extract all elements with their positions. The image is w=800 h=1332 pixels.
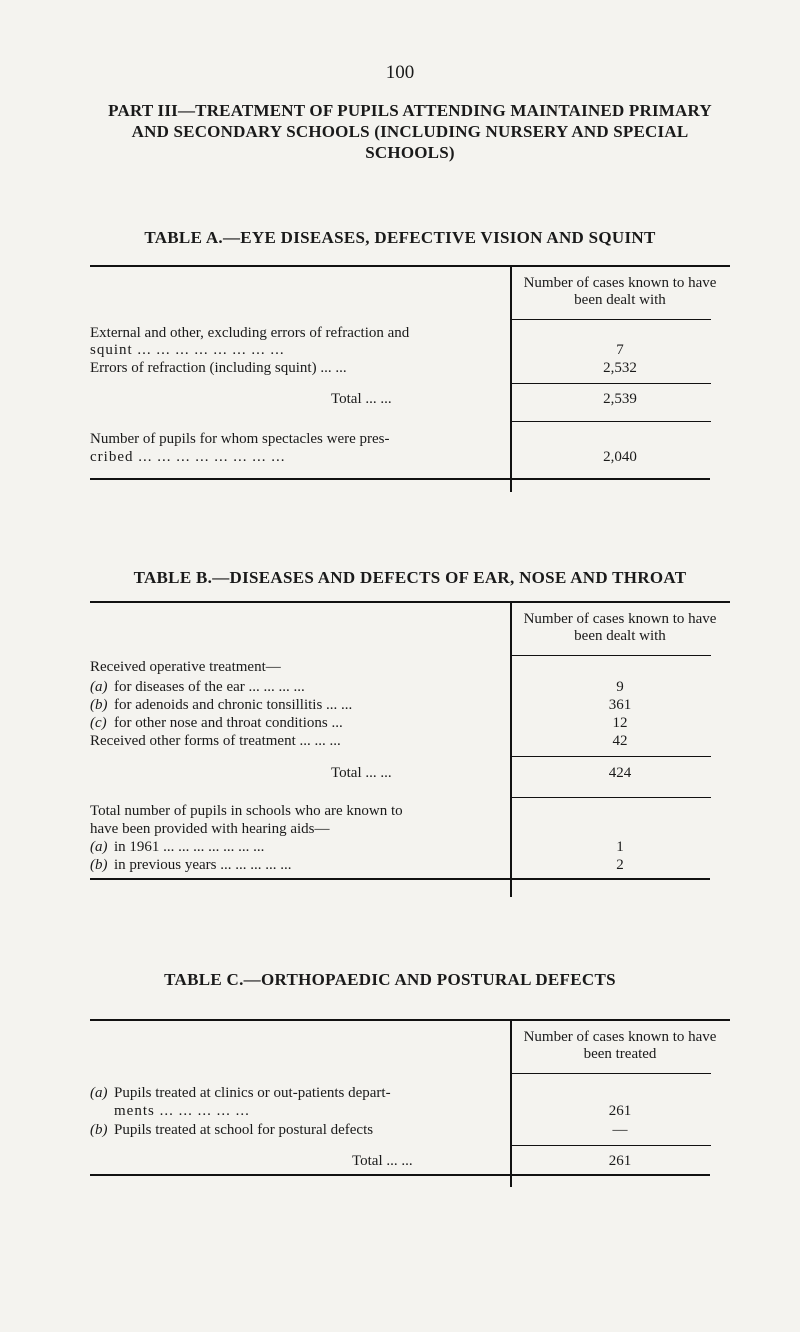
table-c-item-a-line1: Pupils treated at clinics or out-patients depart- [114,1085,391,1101]
table-b-item-a-value: 9 [616,679,624,695]
table-a-row2-label: Errors of refraction (including squint) ... ... [90,360,347,376]
table-b-aid-a-label: in 1961 ... ... ... ... ... ... ... [114,839,265,855]
table-b-header: Number of cases known to have been dealt with [523,611,717,644]
page-number: 100 [385,62,415,83]
table-a-top-rule [90,265,730,267]
table-b-aid-b-label: in previous years ... ... ... ... ... [114,857,292,873]
table-c-subtotal-rule [511,1145,711,1146]
part-title: PART III—TREATMENT OF PUPILS ATTENDING MAINTAINED PRIMARY AND SECONDARY SCHOOLS (INCLUDING NURSERY AND SPECIAL SCHOOLS) [108,101,712,162]
table-b-subtotal-rule [511,756,711,757]
table-a-header-rule [511,319,711,320]
table-b-item-a-marker: (a) [90,679,108,695]
table-b-aid-a-value: 1 [616,839,624,855]
table-b-item-c-value: 12 [612,715,628,731]
table-c [90,1019,730,1199]
table-c-total-label: Total ... ... [352,1153,413,1169]
table-a [90,265,730,495]
table-a-row1-value: 7 [616,342,624,358]
table-b-top-rule [90,601,730,603]
table-a-total-rule [511,421,711,422]
table-c-top-rule [90,1019,730,1021]
table-c-header-rule [511,1073,711,1074]
table-b-section2-line1: Total number of pupils in schools who are known to [90,803,403,819]
table-a-total-value: 2,539 [603,391,637,407]
table-c-bottom-rule [90,1174,710,1176]
table-c-item-b-marker: (b) [90,1122,108,1138]
table-a-row3-value: 2,040 [603,449,637,465]
table-c-item-b-label: Pupils treated at school for postural defects [114,1122,374,1138]
table-b-header-rule [511,655,711,656]
table-b-item-a-label: for diseases of the ear ... ... ... ... [114,679,305,695]
table-c-total-value: 261 [608,1153,632,1169]
table-b-aid-b-marker: (b) [90,857,108,873]
table-c-item-b-value: — [612,1122,628,1138]
table-b-section1: Received operative treatment— [90,659,281,675]
table-c-item-a-marker: (a) [90,1085,108,1101]
table-b-total-value: 424 [608,765,632,781]
table-b-total-label: Total ... ... [331,765,392,781]
table-b [90,601,730,901]
table-c-title: TABLE C.—ORTHOPAEDIC AND POSTURAL DEFECTS [164,970,616,989]
table-a-row1-line1: External and other, excluding errors of refraction and [90,325,410,341]
table-b-item-c-marker: (c) [90,715,107,731]
table-b-aid-b-value: 2 [616,857,624,873]
table-a-title: TABLE A.—EYE DISEASES, DEFECTIVE VISION AND SQUINT [144,228,656,247]
table-c-item-a-value: 261 [608,1103,632,1119]
table-a-row3-line1: Number of pupils for whom spectacles were pres- [90,431,390,447]
table-b-section2-line2: have been provided with hearing aids— [90,821,330,837]
table-b-bottom-rule [90,878,710,880]
table-b-item-b-marker: (b) [90,697,108,713]
table-a-row3-line2: cribed ... ... ... ... ... ... ... ... [90,449,286,465]
table-b-item-b-value: 361 [608,697,632,713]
table-b-title: TABLE B.—DISEASES AND DEFECTS OF EAR, NOSE AND THROAT [133,568,687,587]
table-b-item-b-label: for adenoids and chronic tonsillitis ... ... [114,697,353,713]
table-b-aid-a-marker: (a) [90,839,108,855]
table-a-bottom-rule [90,478,710,480]
table-b-other-label: Received other forms of treatment ... ... ... [90,733,341,749]
table-a-subtotal-rule [511,383,711,384]
table-b-item-c-label: for other nose and throat conditions ... [114,715,343,731]
table-a-total-label: Total ... ... [331,391,392,407]
table-a-row2-value: 2,532 [603,360,637,376]
table-c-header: Number of cases known to have been treated [523,1029,717,1062]
table-c-item-a-line2: ments ... ... ... ... ... [114,1103,250,1119]
table-b-total-rule [511,797,711,798]
table-a-header: Number of cases known to have been dealt with [523,275,717,308]
table-b-other-value: 42 [612,733,628,749]
table-a-row1-line2: squint ... ... ... ... ... ... ... ... [90,342,285,358]
